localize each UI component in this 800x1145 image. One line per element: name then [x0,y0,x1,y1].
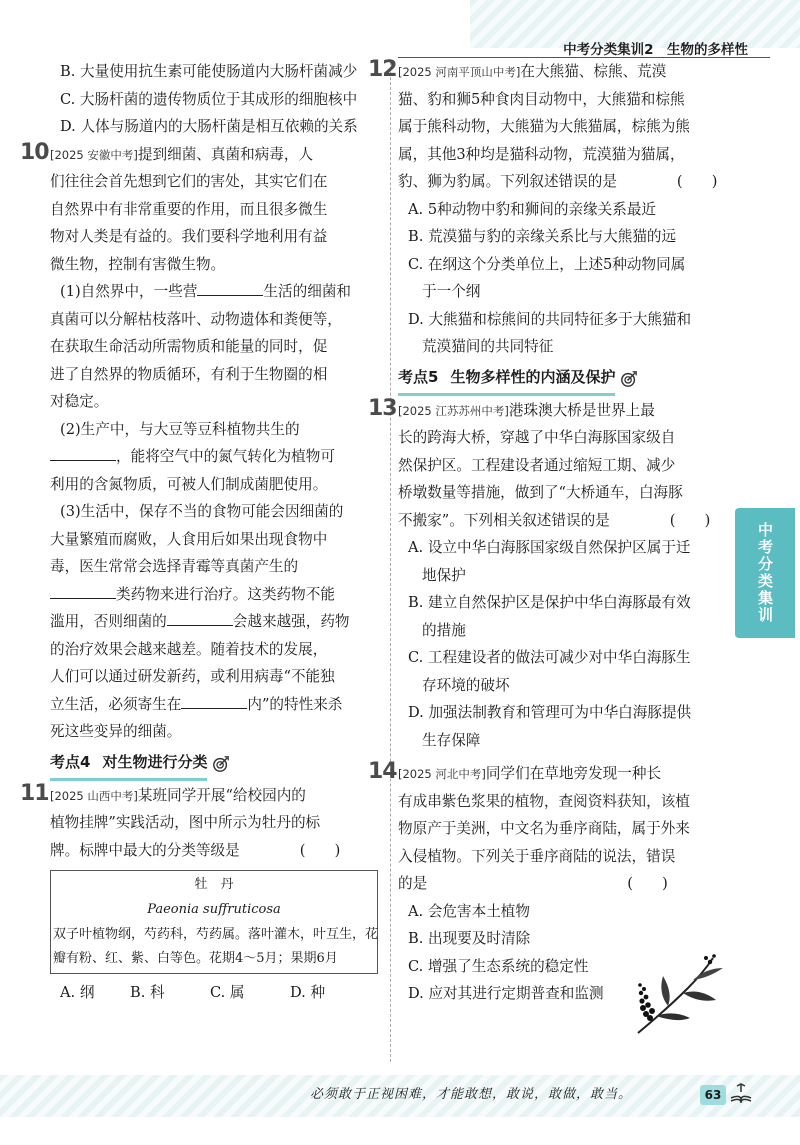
q10-stem-line: 物对人类是有益的。我们要科学地利用有益 [50,228,328,245]
q11-stem-line: 植物挂牌”实践活动，图中所示为牡丹的标 [50,814,321,831]
label-description: 瓣有粉、红、紫、白等色。花期4～5月；果期6月 [53,951,338,966]
pokeweed-plant-illustration [628,948,728,1038]
q10-part1-text: 生活的细菌和 [263,283,352,300]
footer-motto: 必须敢于正视困难，才能敢想，敢说，敢做，敢当。 [310,1087,633,1102]
option-a[interactable]: A. 设立中华白海豚国家级自然保护区属于迁 [408,539,691,556]
section-title: 对生物进行分类 [102,753,208,771]
label-title: 牡 丹 [194,877,234,892]
q13-stem-line: 然保护区。工程建设者通过缩短工期、减少 [398,456,676,474]
option-d[interactable]: D. 应对其进行定期普查和监测 [408,985,604,1002]
q13-stem-line: 长的跨海大桥，穿越了中华白海豚国家级自 [398,429,676,446]
section-heading-4 [50,748,380,780]
q12-first-line [368,57,734,86]
target-icon [620,370,638,388]
side-chapter-tab[interactable]: 中考分类集训 [735,508,795,638]
q11-stem-line [50,837,380,865]
q13-number: 13 [368,395,397,421]
q10-part3-line: 死这些变异的细菌。 [50,723,182,740]
q10-part2-line: 利用的含氮物质，可被人们制成菌肥使用。 [50,475,328,493]
option-d-continued: 荒漠猫间的共同特征 [422,338,554,355]
q10-part2-line [50,443,380,471]
q14-stem-line: 物原产于美洲，中文名为垂序商陆，属于外来 [398,820,690,837]
q10-stem-line: 自然界中有非常重要的作用，而且很多微生 [50,200,328,218]
q10-part2-line: (2)生产中，与大豆等豆科植物共生的 [60,420,300,438]
q10-source: [2025 安徽中考] [50,147,138,162]
option-c[interactable]: C. 在纲这个分类单位上，上述5种动物同属 [408,255,686,273]
option-b-continued: 的措施 [422,621,466,639]
option-c[interactable]: C. 增强了生态系统的稳定性 [408,957,589,975]
target-icon [212,755,230,773]
option-b[interactable]: B. 出现要及时清除 [408,930,531,947]
q10-number: 10 [20,139,49,165]
question-10 [20,139,380,746]
q10-part3-line: 毒，医生常常会选择青霉等真菌产生的 [50,558,299,575]
question-12 [368,57,734,361]
answer-blank[interactable] [50,584,116,599]
q10-part3-line: 大量繁殖而腐败，人食用后如果出现食物中 [50,530,328,548]
option-d[interactable]: D. 加强法制教育和管理可为中华白海豚提供 [408,704,692,721]
q14-stem-line: 入侵植物。下列关于垂序商陆的说法，错误 [398,847,676,865]
q11-first-line [20,780,380,810]
section-5-label [398,361,615,396]
q10-part2-text: ，能将空气中的氮气转化为植物可 [116,448,335,465]
open-book-icon [728,1080,754,1106]
label-description: 双子叶植物纲，芍药科，芍药属。落叶灌木，叶互生，花 [53,927,379,942]
q13-source: [2025 江苏苏州中考] [398,403,509,418]
q14-stem-line [398,870,734,898]
right-column [368,57,734,1008]
q10-first-line [20,139,380,169]
q11-stem-line: 某班同学开展“给校园内的 [137,786,306,804]
q11-number: 11 [20,780,49,806]
option-d[interactable]: D. 种 [290,984,326,1001]
q12-stem-line: 属，其他3种均是猫科动物，荒漠猫为猫属， [398,145,685,163]
answer-parentheses[interactable]: ( ) [299,841,341,859]
q10-part3-line [50,691,380,719]
section-number: 考点4 [50,753,91,771]
q10-part3-text: 立生活，必须寄生在 [50,695,182,713]
column-divider [390,62,391,1062]
option-b[interactable]: B. 荒漠猫与豹的亲缘关系比与大熊猫的远 [408,228,677,245]
label-latin-name: Paeonia suffruticosa [147,902,281,917]
q10-part1-line: 对稳定。 [50,393,109,410]
option-a[interactable]: A. 纲 [60,984,95,1001]
q12-stem-line: 猫、豹和狮5种食肉目动物中，大熊猫和棕熊 [398,90,685,108]
option-a[interactable]: A. 会危害本土植物 [408,902,530,920]
q14-stem-line: 有成串紫色浆果的植物，查阅资料获知，该植 [398,792,690,810]
peony-plant-label [50,870,378,974]
question-13 [368,395,734,755]
q10-part3-line: 的治疗效果会越来越差。随着技术的发展， [50,640,328,658]
q10-part3-line [50,581,380,609]
answer-blank[interactable] [50,446,116,461]
q10-part1-line: 真菌可以分解枯枝落叶、动物遗体和粪便等， [50,310,342,328]
q11-source: [2025 山西中考] [50,788,138,803]
q10-part1-line: 进了自然界的物质循环，有利于生物圈的相 [50,365,328,383]
running-header: 中考分类集训2 生物的多样性 [563,42,748,58]
q13-stem-line: 桥墩数量等措施，做到了“大桥通车，白海豚 [398,484,683,501]
q10-part1-line: 在获取生命活动所需物质和能量的同时，促 [50,338,328,355]
q12-source: [2025 河南平顶山中考] [398,65,521,79]
q14-number: 14 [368,759,397,784]
q12-number: 12 [368,57,397,82]
q14-stem-text: 的是 [398,875,428,892]
q10-stem-line: 们往往会首先想到它们的害处，其实它们在 [50,173,328,190]
q10-part3-text: 会越来越强，药物 [232,613,350,630]
answer-blank[interactable] [181,694,247,709]
section-number: 考点5 [398,368,439,386]
q12-stem-text: 豹、狮为豹属。下列叙述错误的是 [398,173,617,190]
q10-part1-text: (1)自然界中，一些营 [60,283,198,300]
q13-stem-text: 不搬家”。下列相关叙述错误的是 [398,511,610,529]
q10-stem-line: 微生物，控制有害微生物。 [50,255,226,273]
option-c[interactable]: C. 属 [210,984,245,1001]
answer-parentheses[interactable]: ( ) [669,511,711,529]
q10-part3-line: 人们可以通过研发新药，或利用病毒“不能独 [50,668,335,685]
q14-first-line [368,759,734,788]
section-title: 生物多样性的内涵及保护 [450,368,616,386]
q10-part3-line [50,608,380,636]
q13-first-line [368,395,734,425]
question-11 [20,780,380,1009]
option-d[interactable]: D. 大熊猫和棕熊间的共同特征多于大熊猫和 [408,310,692,328]
q10-part3-text: 内”的特性来杀 [247,695,343,713]
q10-part3-text: 类药物来进行治疗。这类药物不能 [116,585,335,603]
q10-part3-text: 滥用，否则细菌的 [50,613,167,630]
q10-part1-line [50,278,380,306]
prev-option-b: B. 大量使用抗生素可能使肠道内大肠杆菌减少 [60,63,358,80]
q12-stem-line [398,168,734,196]
answer-parentheses[interactable]: ( ) [676,173,718,190]
q12-stem-line: 属于熊科动物，大熊猫为大熊猫属，棕熊为熊 [398,118,690,135]
section-heading-5 [398,363,734,395]
q14-stem-line: 同学们在草地旁发现一种长 [485,765,662,782]
option-c-continued: 存环境的破坏 [422,676,510,694]
option-c[interactable]: C. 工程建设者的做法可减少对中华白海豚生 [408,649,691,666]
q11-options [50,978,380,1008]
option-c-continued: 于一个纲 [422,283,481,300]
prev-option-c: C. 大肠杆菌的遗传物质位于其成形的细胞核中 [60,90,358,108]
option-a-continued: 地保护 [422,566,466,584]
q14-source: [2025 河北中考] [398,767,486,781]
prev-option-d: D. 人体与肠道内的大肠杆菌是相互依赖的关系 [60,118,358,135]
option-b[interactable]: B. 科 [130,984,165,1001]
q13-stem-line: 港珠澳大桥是世界上最 [508,401,655,419]
option-a[interactable]: A. 5种动物中豹和狮间的亲缘关系最近 [408,200,657,218]
answer-parentheses[interactable]: ( ) [627,875,668,892]
left-column [20,58,380,1008]
q10-part3-line: (3)生活中，保存不当的食物可能会因细菌的 [60,503,344,520]
q13-stem-line [398,507,734,535]
answer-blank[interactable] [167,611,233,626]
q11-stem-text: 牌。标牌中最大的分类等级是 [50,841,240,859]
option-b[interactable]: B. 建立自然保护区是保护中华白海豚最有效 [408,594,691,611]
q12-stem-line: 在大熊猫、棕熊、荒漠 [520,63,667,80]
section-4-label [50,746,207,781]
q10-stem-line: 提到细菌、真菌和病毒，人 [137,145,314,163]
page-number: 63 [700,1085,726,1105]
option-d-continued: 生存保障 [422,731,481,749]
answer-blank[interactable] [197,281,263,296]
